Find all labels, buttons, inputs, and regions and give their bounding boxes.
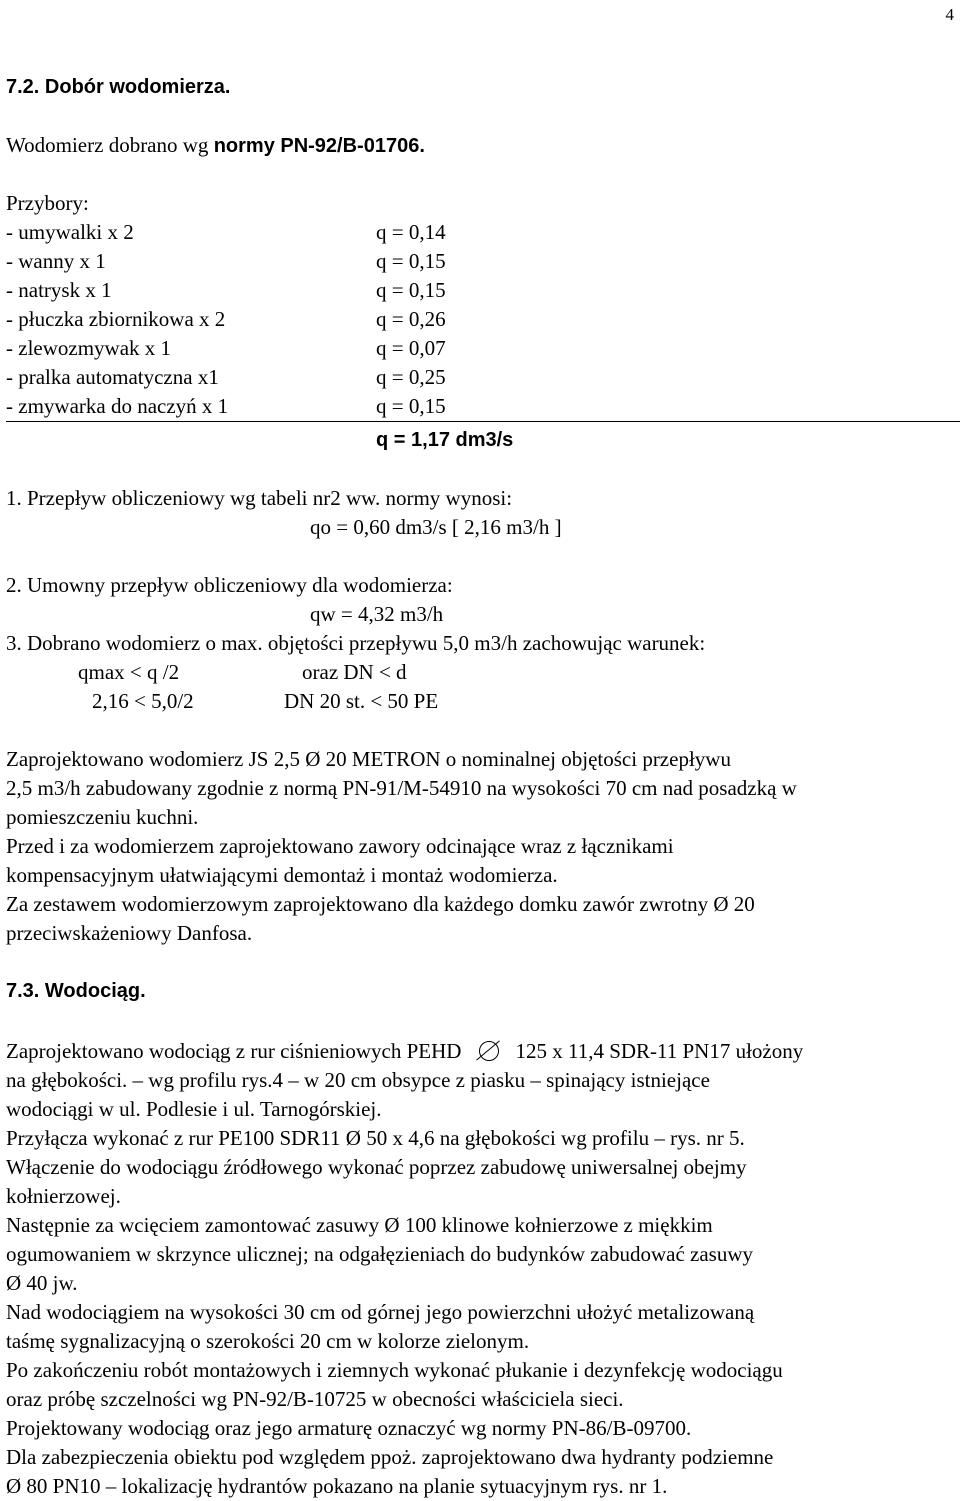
paragraph-line: kompensacyjnym ułatwiającymi demontaż i montaż wodomierza. [6, 863, 558, 887]
fixture-name: - pralka automatyczna x1 [6, 365, 219, 389]
fixture-flow: q = 0,15 [376, 394, 446, 418]
paragraph-line: 2,5 m3/h zabudowany zgodnie z normą PN-91/M-54910 na wysokości 70 cm nad posadzką w [6, 776, 797, 800]
section-title-water-main: 7.3. Wodociąg. [6, 980, 146, 1002]
calc-item-1: 1. Przepływ obliczeniowy wg tabeli nr2 ww. normy wynosi: [6, 486, 513, 510]
total-flow: q = 1,17 dm3/s [376, 429, 514, 451]
paragraph-line: Po zakończeniu robót montażowych i ziemnych wykonać płukanie i dezynfekcję wodociągu [6, 1358, 783, 1382]
paragraph-line: Włączenie do wodociągu źródłowego wykonać poprzez zabudowę uniwersalnej obejmy [6, 1155, 747, 1179]
condition-values-right: DN 20 st. < 50 PE [284, 689, 439, 713]
pipe-text-before: Zaprojektowano wodociąg z rur ciśnieniowych PEHD [6, 1039, 462, 1063]
paragraph-line: ogumowaniem w skrzynce ulicznej; na odgałęzieniach do budynków zabudować zasuwy [6, 1242, 753, 1266]
paragraph-line: Nad wodociągiem na wysokości 30 cm od górnej jego powierzchni ułożyć metalizowaną [6, 1300, 755, 1324]
diameter-icon [471, 1040, 505, 1062]
paragraph-line: pomieszczeniu kuchni. [6, 805, 199, 829]
paragraph-line: Dla zabezpieczenia obiektu pod względem ppoż. zaprojektowano dwa hydranty podziemne [6, 1445, 774, 1469]
intro-line [6, 131, 425, 161]
fixture-flow: q = 0,07 [376, 336, 446, 360]
fixture-name: - wanny x 1 [6, 249, 106, 273]
condition-values-left: 2,16 < 5,0/2 [92, 689, 194, 713]
paragraph-line: przeciwskażeniowy Danfosa. [6, 921, 253, 945]
page-number: 4 [945, 5, 954, 24]
pipe-line-1 [6, 1037, 803, 1066]
fixture-flow: q = 0,15 [376, 249, 446, 273]
fixture-flow: q = 0,15 [376, 278, 446, 302]
condition-formula-right: oraz DN < d [302, 660, 407, 684]
calc-item-2: 2. Umowny przepływ obliczeniowy dla wodomierza: [6, 573, 453, 597]
paragraph-line: taśmę sygnalizacyjną o szerokości 20 cm w kolorze zielonym. [6, 1329, 530, 1353]
intro-text: Wodomierz dobrano wg [6, 133, 214, 157]
paragraph-line: Projektowany wodociąg oraz jego armaturę oznaczyć wg normy PN-86/B-09700. [6, 1416, 692, 1440]
calc-item-2-value: qw = 4,32 m3/h [310, 602, 444, 626]
paragraph-line: Zaprojektowano wodomierz JS 2,5 Ø 20 METRON o nominalnej objętości przepływu [6, 747, 731, 771]
fixture-flow: q = 0,25 [376, 365, 446, 389]
section-title-water-meter: 7.2. Dobór wodomierza. [6, 76, 231, 98]
paragraph-line: Przyłącza wykonać z rur PE100 SDR11 Ø 50 x 4,6 na głębokości wg profilu – rys. nr 5. [6, 1126, 745, 1150]
paragraph-line: wodociągi w ul. Podlesie i ul. Tarnogórskiej. [6, 1097, 382, 1121]
fixture-name: - umywalki x 2 [6, 220, 134, 244]
fixture-name: - płuczka zbiornikowa x 2 [6, 307, 226, 331]
calc-item-1-value: qo = 0,60 dm3/s [ 2,16 m3/h ] [310, 515, 562, 539]
fixtures-heading: Przybory: [6, 191, 89, 215]
paragraph-line: Następnie za wcięciem zamontować zasuwy Ø 100 klinowe kołnierzowe z miękkim [6, 1213, 713, 1237]
fixture-flow: q = 0,14 [376, 220, 446, 244]
sum-divider [6, 421, 960, 422]
paragraph-line: Przed i za wodomierzem zaprojektowano zawory odcinające wraz z łącznikami [6, 834, 674, 858]
paragraph-line: Za zestawem wodomierzowym zaprojektowano dla każdego domku zawór zwrotny Ø 20 [6, 892, 755, 916]
pipe-text-after: 125 x 11,4 SDR-11 PN17 ułożony [515, 1039, 804, 1063]
fixture-name: - zlewozmywak x 1 [6, 336, 172, 360]
fixture-flow: q = 0,26 [376, 307, 446, 331]
paragraph-line: kołnierzowej. [6, 1184, 121, 1208]
intro-norm: normy PN-92/B-01706. [213, 135, 425, 157]
paragraph-line: Ø 40 jw. [6, 1271, 78, 1295]
paragraph-line: na głębokości. – wg profilu rys.4 – w 20 cm obsypce z piasku – spinający istniejące [6, 1068, 710, 1092]
calc-item-3: 3. Dobrano wodomierz o max. objętości przepływu 5,0 m3/h zachowując warunek: [6, 631, 706, 655]
paragraph-line: Ø 80 PN10 – lokalizację hydrantów pokazano na planie sytuacyjnym rys. nr 1. [6, 1474, 668, 1498]
condition-formula-left: qmax < q /2 [78, 660, 180, 684]
paragraph-line: oraz próbę szczelności wg PN-92/B-10725 w obecności właściciela sieci. [6, 1387, 624, 1411]
fixture-name: - zmywarka do naczyń x 1 [6, 394, 229, 418]
fixture-name: - natrysk x 1 [6, 278, 112, 302]
